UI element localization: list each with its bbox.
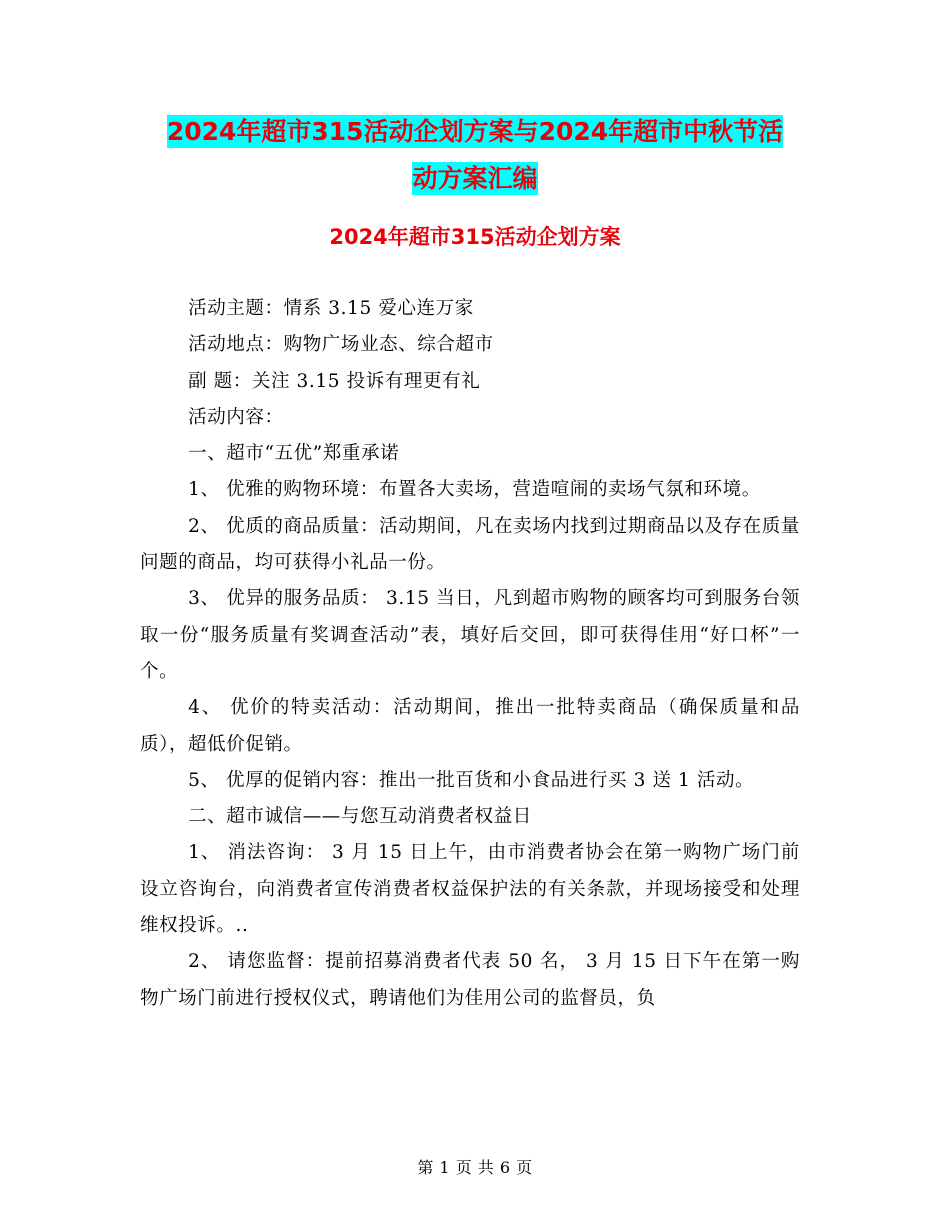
paragraph-item-4: 4、 优价的特卖活动：活动期间，推出一批特卖商品（确保质量和品质），超低价促销。	[140, 697, 800, 755]
main-title-line-1: 2024年超市315活动企划方案与2024年超市中秋节活	[166, 117, 784, 146]
paragraph-item-5: 5、 优厚的促销内容：推出一批百货和小食品进行买 3 送 1 活动。	[188, 769, 755, 791]
paragraph-theme: 活动主题：情系 3.15 爱心连万家	[188, 298, 474, 319]
paragraph-item-2: 2、 优质的商品质量：活动期间，凡在卖场内找到过期商品以及存在质量问题的商品，均可获得小礼品一份。	[140, 515, 800, 574]
paragraph-section-one-heading: 一、超市“五优”郑重承诺	[188, 443, 400, 465]
section-title: 2024年超市315活动企划方案	[329, 225, 621, 249]
paragraph-section-two-item-2: 2、 请您监督：提前招募消费者代表 50 名， 3 月 15 日下午在第一购物广场门前进行授权仪式，聘请他们为佳用公司的监督员，负	[140, 951, 800, 1009]
paragraph-item-3: 3、 优异的服务品质： 3.15 当日，凡到超市购物的顾客均可到服务台领取一份“服务质量有奖调查活动”表，填好后交回，即可获得佳用“好口杯”一个。	[140, 588, 800, 682]
paragraph-content-heading: 活动内容：	[188, 406, 284, 428]
paragraph-section-two-heading: 二、超市诚信——与您互动消费者权益日	[188, 806, 532, 828]
document-main-title	[140, 108, 810, 202]
page-footer: 第 1 页 共 6 页	[417, 1158, 533, 1177]
document-body	[140, 291, 800, 1017]
main-title-line-2: 动方案汇编	[412, 164, 538, 193]
paragraph-subtitle: 副 题：关注 3.15 投诉有理更有礼	[188, 370, 481, 392]
paragraph-item-1: 1、 优雅的购物环境：布置各大卖场，营造喧闹的卖场气氛和环境。	[188, 479, 761, 501]
paragraph-section-two-item-1: 1、 消法咨询： 3 月 15 日上午，由市消费者协会在第一购物广场门前设立咨询台，向消费者宣传消费者权益保护法的有关条款，并现场接受和处理维权投诉。..	[140, 842, 800, 937]
paragraph-location: 活动地点：购物广场业态、综合超市	[188, 334, 494, 356]
